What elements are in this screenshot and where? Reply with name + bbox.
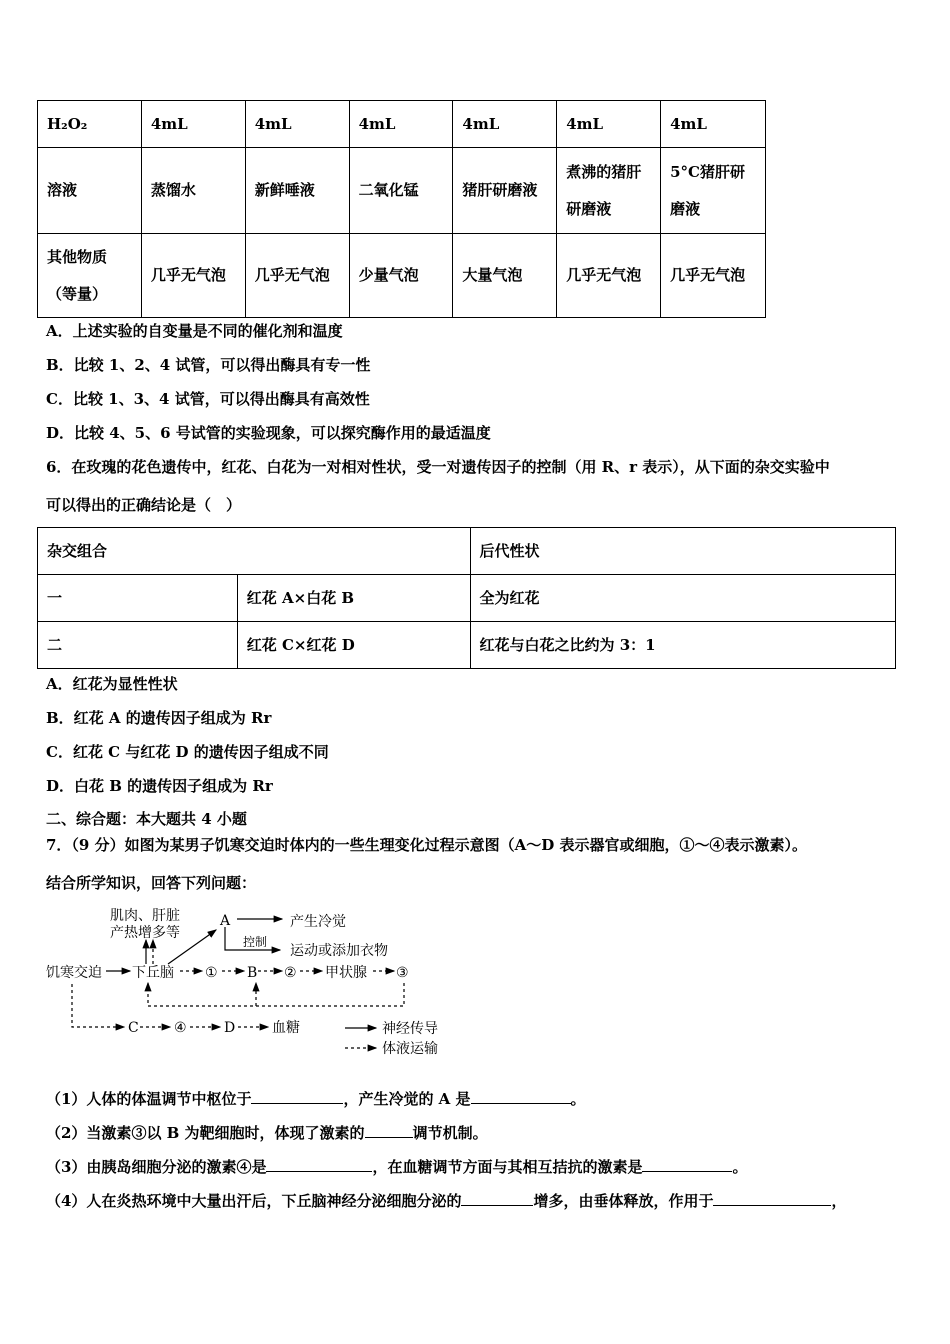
question-text: （4）人在炎热环境中大量出汗后，下丘脑神经分泌细胞分泌的 — [46, 1192, 462, 1210]
answer-blank[interactable] — [471, 1089, 571, 1104]
diagram-label: D — [224, 1020, 236, 1036]
question-7-3 — [46, 1156, 747, 1177]
option-c: C．红花 C 与红花 D 的遗传因子组成不同 — [46, 743, 329, 761]
legend-label: 神经传导 — [382, 1021, 438, 1037]
diagram-label: C — [128, 1020, 139, 1036]
answer-blank[interactable] — [713, 1191, 831, 1206]
question-text: （3）由胰岛细胞分泌的激素④是 — [46, 1158, 267, 1176]
table-cell: 全为红花 — [470, 575, 896, 622]
table-cell: 5°C猪肝研磨液 — [661, 148, 766, 234]
diagram-label: 血糖 — [272, 1020, 300, 1036]
question-7-4 — [46, 1190, 846, 1211]
question-text: ，产生冷觉的 A 是 — [343, 1090, 471, 1108]
question-6-line2: 可以得出的正确结论是（ ） — [46, 496, 242, 514]
table-cell: 其他物质（等量） — [38, 234, 142, 318]
answer-blank[interactable] — [251, 1089, 343, 1104]
diagram-label: 甲状腺 — [325, 965, 367, 981]
diagram-label: 控制 — [243, 935, 268, 949]
table-cell: 溶液 — [38, 148, 142, 234]
table-cell: 二 — [38, 622, 238, 669]
table-cell: 新鲜唾液 — [245, 148, 349, 234]
question-text: 调节机制。 — [412, 1124, 488, 1142]
question-7-line1: 7．（9 分）如图为某男子饥寒交迫时体内的一些生理变化过程示意图（A～D 表示器官或细胞，①～④表示激素）。 — [46, 836, 807, 854]
table-cell: 4mL — [349, 101, 453, 148]
question-text: 。 — [732, 1158, 748, 1176]
table-header: 杂交组合 — [38, 528, 471, 575]
table-cell: 一 — [38, 575, 238, 622]
option-c: C．比较 1、3、4 试管，可以得出酶具有高效性 — [46, 390, 370, 408]
diagram-label: 饥寒交迫 — [46, 965, 102, 981]
table-cell: 蒸馏水 — [141, 148, 245, 234]
question-7-line2: 结合所学知识，回答下列问题： — [46, 874, 257, 892]
question-text: ， — [831, 1192, 847, 1210]
table-cell: 几乎无气泡 — [557, 234, 661, 318]
table-cell: 红花与白花之比约为 3：1 — [470, 622, 896, 669]
table-cell: 4mL — [453, 101, 557, 148]
option-b: B．比较 1、2、4 试管，可以得出酶具有专一性 — [46, 356, 371, 374]
diagram-label: 运动或添加衣物 — [290, 943, 388, 959]
legend-label: 体液运输 — [382, 1041, 438, 1057]
table-cell: 二氧化锰 — [349, 148, 453, 234]
question-text: （1）人体的体温调节中枢位于 — [46, 1090, 252, 1108]
diagram-label: ③ — [396, 965, 409, 981]
option-d: D．比较 4、5、6 号试管的实验现象，可以探究酶作用的最适温度 — [46, 424, 491, 442]
table-cell: H₂O₂ — [38, 101, 142, 148]
question-text: 。 — [570, 1090, 586, 1108]
diagram-label: ② — [284, 965, 297, 981]
question-6-line1: 6．在玫瑰的花色遗传中，红花、白花为一对相对性状，受一对遗传因子的控制（用 R、r 表示），从下面的杂交实验中 — [46, 458, 830, 476]
table-cell: 几乎无气泡 — [245, 234, 349, 318]
question-text: （2）当激素③以 B 为靶细胞时，体现了激素的 — [46, 1124, 365, 1142]
answer-blank[interactable] — [461, 1191, 533, 1206]
question-text: 增多，由垂体释放，作用于 — [533, 1192, 714, 1210]
option-b: B．红花 A 的遗传因子组成为 Rr — [46, 709, 272, 727]
table-cell: 猪肝研磨液 — [453, 148, 557, 234]
question-7-1 — [46, 1088, 586, 1109]
table-cell: 4mL — [245, 101, 349, 148]
option-a: A．上述实验的自变量是不同的催化剂和温度 — [46, 322, 343, 340]
table-cell: 少量气泡 — [349, 234, 453, 318]
table-cell: 几乎无气泡 — [661, 234, 766, 318]
table-cell: 4mL — [661, 101, 766, 148]
diagram-label: 肌肉、肝脏 — [110, 908, 180, 924]
table-cell: 红花 A×白花 B — [237, 575, 470, 622]
answer-blank[interactable] — [365, 1123, 413, 1138]
table-cell: 大量气泡 — [453, 234, 557, 318]
question-text: ，在血糖调节方面与其相互拮抗的激素是 — [372, 1158, 643, 1176]
diagram-label: A — [220, 913, 231, 929]
table-header: 后代性状 — [470, 528, 896, 575]
diagram-label: ① — [205, 965, 218, 981]
table-cell: 红花 C×红花 D — [237, 622, 470, 669]
diagram-label: B — [247, 965, 258, 981]
option-d: D．白花 B 的遗传因子组成为 Rr — [46, 777, 273, 795]
answer-blank[interactable] — [266, 1157, 372, 1172]
diagram-label: ④ — [174, 1020, 187, 1036]
table-cell: 4mL — [557, 101, 661, 148]
section-heading: 二、综合题：本大题共 4 小题 — [46, 810, 247, 828]
diagram-label: 下丘脑 — [132, 965, 174, 981]
table-cell: 4mL — [141, 101, 245, 148]
diagram-label: 产热增多等 — [110, 925, 180, 941]
option-a: A．红花为显性性状 — [46, 675, 178, 693]
table-cell: 煮沸的猪肝研磨液 — [557, 148, 661, 234]
diagram-label: 产生冷觉 — [290, 914, 346, 930]
question-7-2 — [46, 1122, 488, 1143]
answer-blank[interactable] — [642, 1157, 732, 1172]
table-cell: 几乎无气泡 — [141, 234, 245, 318]
